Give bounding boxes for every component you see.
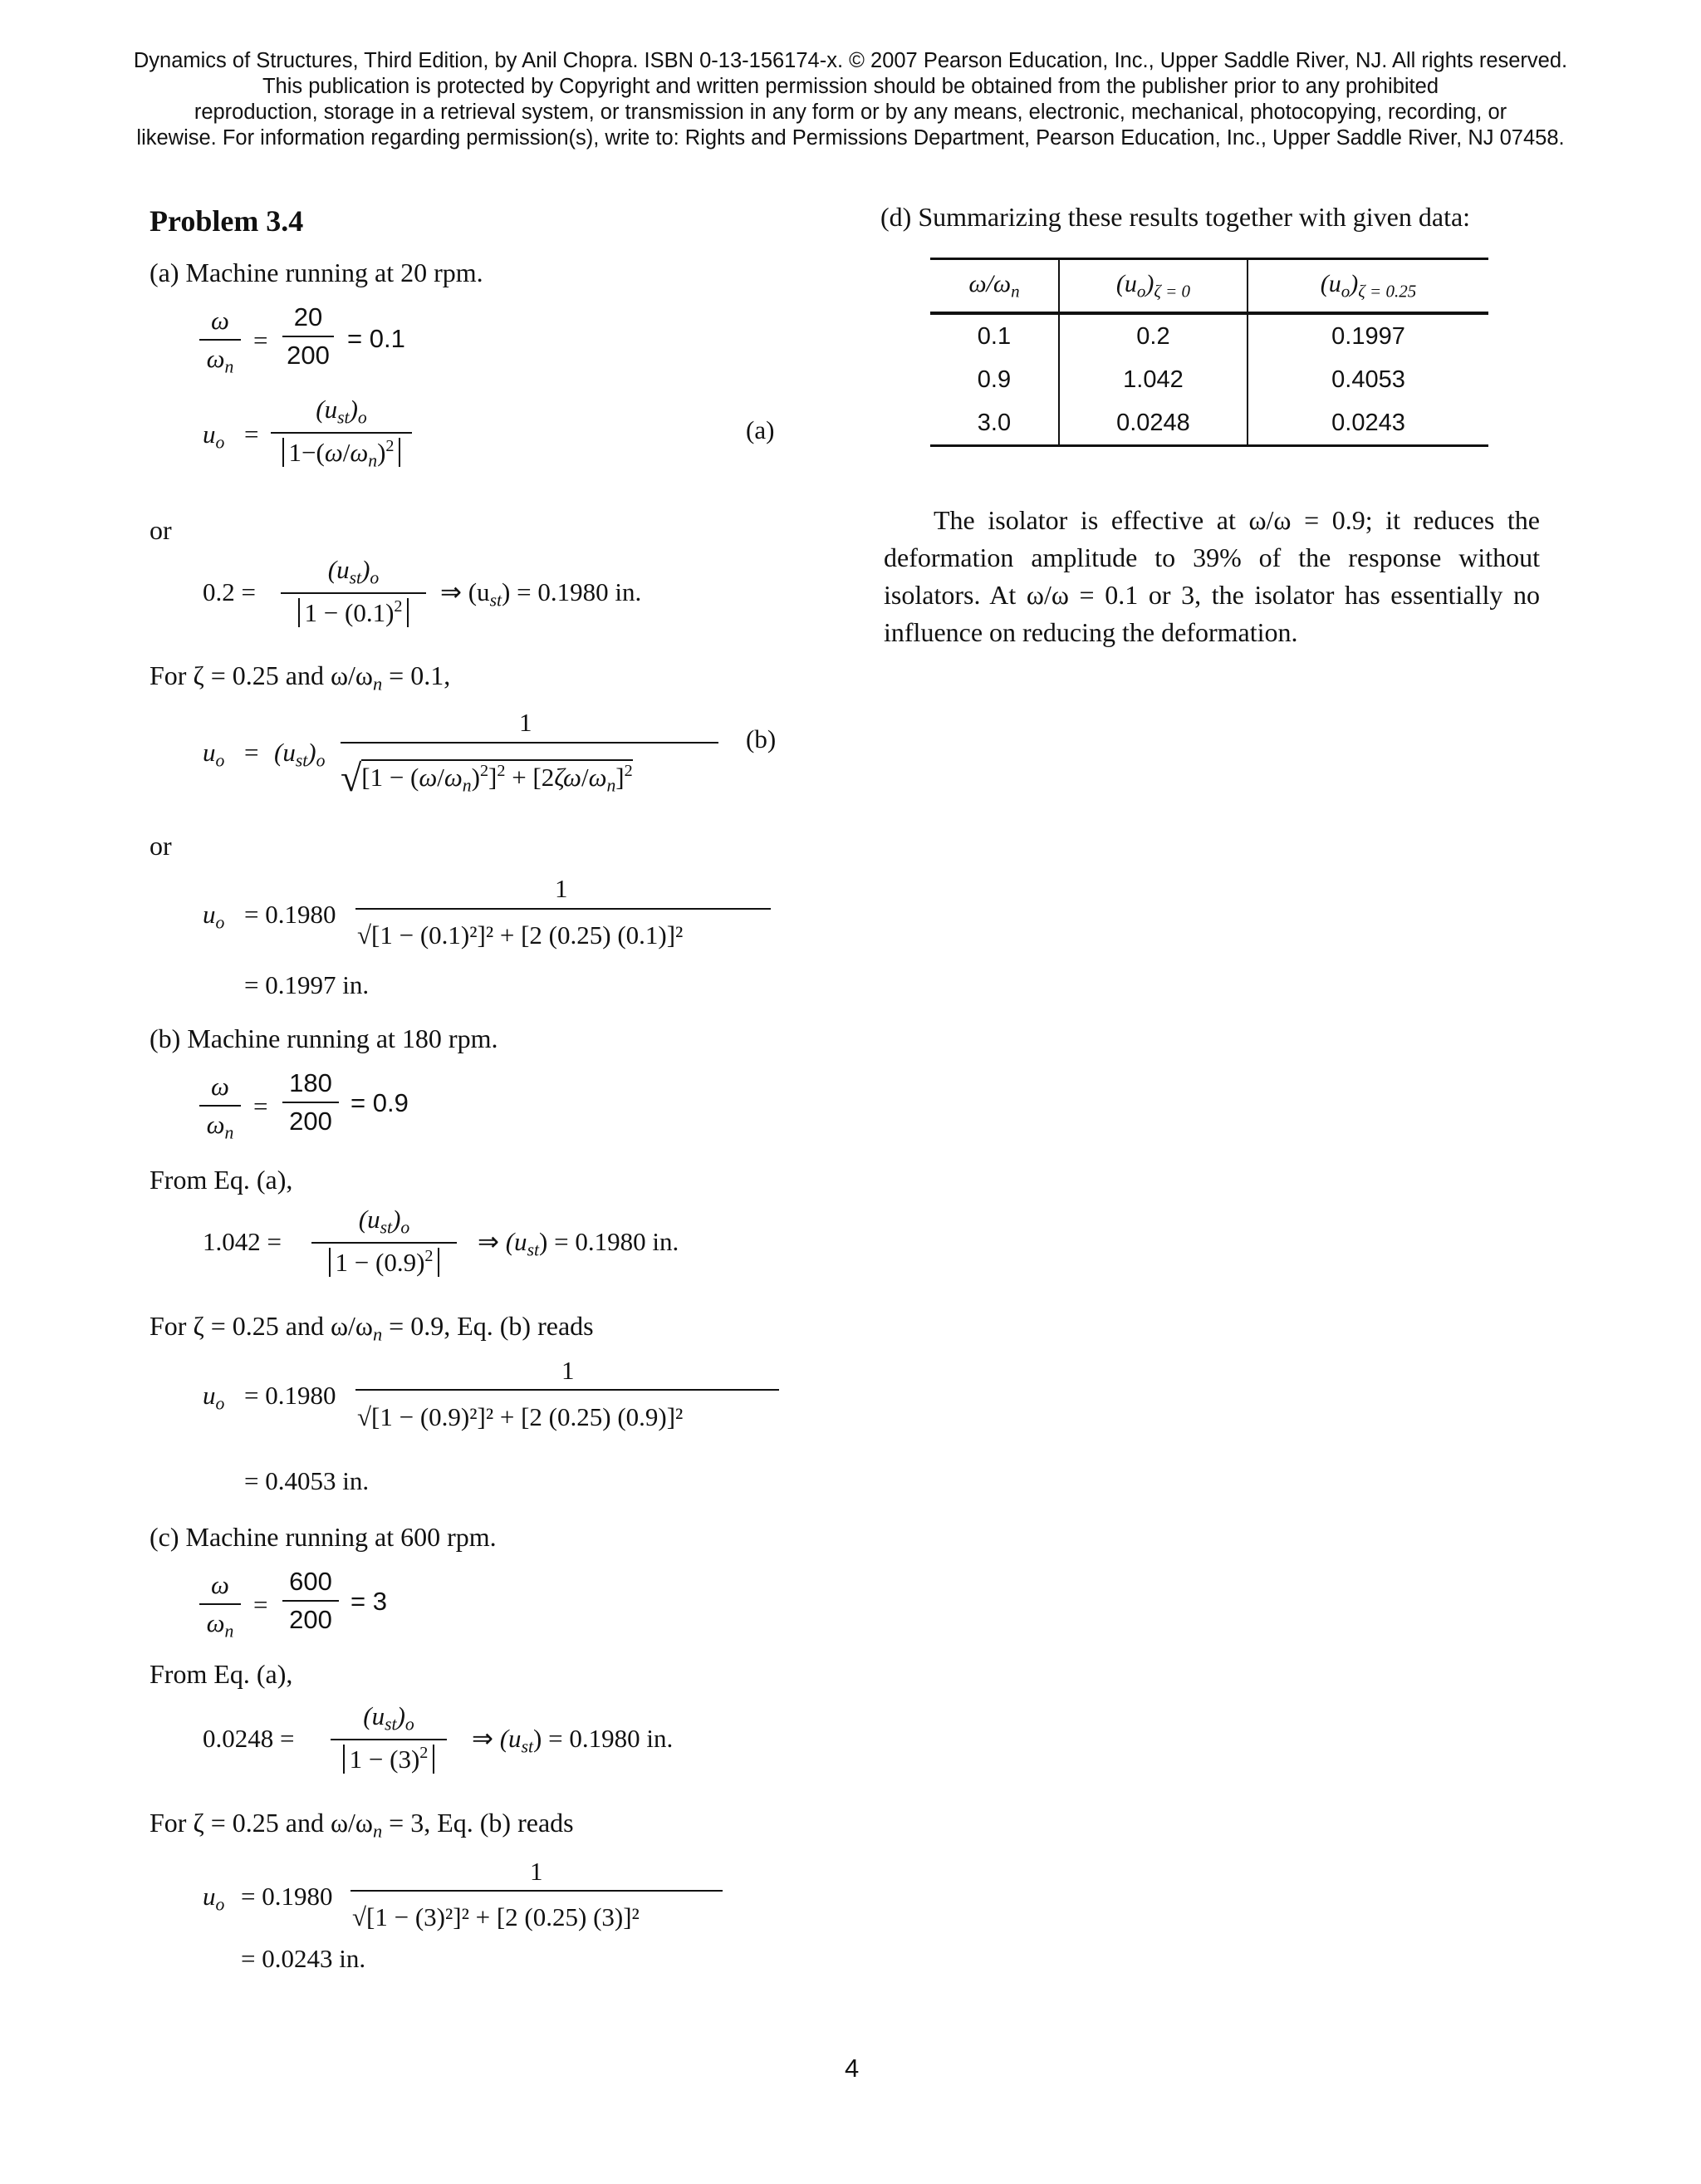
conclusion-text: The isolator is effective at ω/ω = 0.9; it reduces the deformation amplitude to 39% of the response without isolators. At ω/ω = 0.1 or 3, the isolator has essentially no influence on reducing the deformation.	[884, 505, 1540, 647]
for-zeta-tail: = 0.1,	[382, 660, 451, 690]
for-zeta-line-b: For ζ = 0.25 and $\omega/\omega_n = 0.9$, Eq. (b) reads	[150, 1311, 594, 1345]
rpm-ratio-a	[282, 302, 334, 371]
for-zeta-text: For ζ = 0.25 and ω/ω	[150, 660, 373, 690]
column-header-damped: $(u_o)_{\zeta = 0.25}$	[1248, 259, 1488, 314]
table-cell: 0.0248	[1059, 401, 1248, 446]
problem-title: Problem 3.4	[150, 204, 304, 238]
results-table	[930, 258, 1488, 447]
uo-coefficient-c: = 0.1980	[241, 1882, 333, 1911]
ratio-denominator: 200	[289, 1605, 332, 1634]
ratio-result-a: = 0.1	[347, 324, 405, 353]
uo-denominator-c: √[1 − (3)²]² + [2 (0.25) (3)]²	[352, 1902, 640, 1931]
table-header-row	[930, 259, 1488, 314]
table-cell: 0.4053	[1248, 358, 1488, 401]
uo-symbol: $u_o$	[203, 420, 225, 453]
column-header-frequency-ratio: $\omega/\omega_n$	[930, 259, 1059, 314]
part-b-heading: (b) Machine running at 180 rpm.	[150, 1023, 498, 1053]
uo-result-c: = 0.0243 in.	[241, 1944, 366, 1973]
equals-sign: =	[253, 1590, 268, 1619]
ust-fraction-b: $(u_{st})_o$ $1 - (0.9)^2$	[311, 1205, 457, 1278]
omega-ratio-symbol-a: ω $\omega_n$	[199, 306, 241, 378]
ratio-result-b: = 0.9	[350, 1088, 409, 1117]
table-cell: 0.2	[1059, 313, 1248, 358]
fraction-bar	[341, 742, 718, 744]
table-cell: 0.9	[977, 366, 1012, 393]
uo-symbol: $u_o$	[203, 738, 225, 771]
uo-denominator-b: √[1 − (0.9)²]² + [2 (0.25) (0.9)]²	[357, 1402, 684, 1431]
equals-sign: =	[244, 738, 259, 767]
denominator-general: $√[1 - (\omega/\omega_n)^2]^2 + [2\zeta\omega/\omega_n]^2$	[341, 757, 633, 799]
numerator-one: 1	[561, 1356, 575, 1385]
header-line-1: Dynamics of Structures, Third Edition, by Anil Chopra. ISBN 0-13-156174-x. © 2007 Pearson Education, Inc., Upper Saddle River, NJ. All rights reserved.	[133, 49, 1568, 72]
for-zeta-tail: = 0.9, Eq. (b) reads	[382, 1311, 594, 1341]
ratio-result-c: = 3	[350, 1587, 387, 1616]
uo-symbol: $u_o$	[203, 1882, 225, 1915]
lhs-value-a: 0.2 =	[203, 577, 256, 606]
table-cell: 0.1997	[1248, 313, 1488, 358]
table-row	[930, 401, 1488, 446]
uo-denominator-a: √[1 − (0.1)²]² + [2 (0.25) (0.1)]²	[357, 920, 684, 950]
ust-result-tail: ) = 0.1980 in.	[502, 577, 642, 606]
uo-coefficient-b: = 0.1980	[244, 1381, 336, 1410]
equation-tag-b: (b)	[746, 724, 777, 753]
for-zeta-text: For ζ = 0.25 and ω/ω	[150, 1311, 373, 1341]
or-connector: or	[150, 515, 172, 545]
or-connector: or	[150, 831, 172, 861]
conclusion-paragraph	[884, 502, 1540, 651]
ust-result-b: ⇒ $(u_{st}) = 0.1980$ in.	[478, 1227, 679, 1260]
rpm-ratio-b	[282, 1068, 339, 1136]
ust-result-c: ⇒ $(u_{st}) = 0.1980$ in.	[472, 1724, 674, 1757]
from-eq-c: From Eq. (a),	[150, 1659, 293, 1689]
header-line-2: This publication is protected by Copyright and written permission should be obtained from the publisher prior to any prohibited	[262, 75, 1439, 98]
for-zeta-line-c: For ζ = 0.25 and $\omega/\omega_n = 3$, Eq. (b) reads	[150, 1808, 574, 1842]
ust-result-tail: ) = 0.1980 in.	[539, 1227, 679, 1256]
equals-sign: =	[253, 326, 268, 355]
for-zeta-line-a: For ζ = 0.25 and $\omega/\omega_n = 0.1$,	[150, 660, 451, 694]
ratio-numerator: 20	[293, 302, 323, 331]
for-zeta-tail: = 3, Eq. (b) reads	[382, 1808, 574, 1838]
table-cell: 0.0243	[1248, 401, 1488, 446]
uo-coefficient-a: = 0.1980	[244, 900, 336, 929]
lhs-value-b: 1.042 =	[203, 1227, 282, 1256]
ratio-denominator: 200	[287, 341, 330, 370]
omega-ratio-symbol-b: ω $\omega_n$	[199, 1072, 241, 1144]
equation-tag-a: (a)	[746, 415, 775, 444]
ratio-numerator: 600	[289, 1567, 332, 1596]
table-row	[930, 358, 1488, 401]
page-number: 4	[845, 2054, 860, 2083]
part-c-heading: (c) Machine running at 600 rpm.	[150, 1522, 497, 1552]
part-a-heading: (a) Machine running at 20 rpm.	[150, 258, 483, 287]
ust-result-a: ⇒ $(u_{st}) = 0.1980$ in.	[440, 577, 642, 611]
ust-fraction-a: $(u_{st})_o$ $1 - (0.1)^2$	[281, 555, 426, 628]
column-header-undamped: $(u_o)_{\zeta = 0}$	[1059, 259, 1248, 314]
part-d-heading: (d) Summarizing these results together with given data:	[880, 202, 1471, 232]
for-zeta-text: For ζ = 0.25 and ω/ω	[150, 1808, 373, 1838]
header-line-4: likewise. For information regarding permission(s), write to: Rights and Permissions Department, Pearson Education, Inc., Upper Saddle River, NJ 07458.	[136, 126, 1565, 150]
table-cell: 1.042	[1059, 358, 1248, 401]
from-eq-b: From Eq. (a),	[150, 1165, 293, 1195]
ust-result-tail: ) = 0.1980 in.	[533, 1724, 674, 1753]
uo-result-a: = 0.1997 in.	[244, 970, 370, 999]
denominator-text: 1 − (0.9)	[335, 1247, 425, 1277]
numerator-one: 1	[530, 1857, 543, 1886]
uo-symbol: $u_o$	[203, 1381, 225, 1414]
numerator-one: 1	[519, 708, 532, 737]
ust-symbol: $(u_{st})_o$	[274, 738, 326, 771]
denominator-text: 1 − (3)	[349, 1744, 420, 1774]
uo-formula-fraction: $(u_{st})_o$ $1-(\omega/\omega_n)^2$	[271, 395, 412, 471]
copyright-header	[0, 48, 1701, 151]
equals-sign: =	[244, 420, 259, 449]
fraction-bar	[350, 1890, 723, 1892]
table-cell: 3.0	[930, 401, 1059, 446]
omega-ratio-symbol-c: ω $\omega_n$	[199, 1570, 241, 1642]
rpm-ratio-c	[282, 1567, 339, 1635]
fraction-bar	[355, 908, 771, 910]
table-row	[930, 313, 1488, 358]
numerator-one: 1	[555, 874, 568, 903]
ust-fraction-c: $(u_{st})_o$ $1 - (3)^2$	[331, 1701, 447, 1774]
equals-sign: =	[253, 1092, 268, 1121]
uo-symbol: $u_o$	[203, 900, 225, 933]
ratio-numerator: 180	[289, 1068, 332, 1097]
table-cell: 0.1	[977, 322, 1012, 350]
header-line-3: reproduction, storage in a retrieval system, or transmission in any form or by any means, electronic, mechanical, photocopying, recording, or	[194, 101, 1507, 124]
uo-result-b: = 0.4053 in.	[244, 1466, 370, 1495]
denominator-text: 1 − (0.1)	[304, 597, 395, 627]
implies-text: ⇒ (u	[440, 577, 490, 606]
lhs-value-c: 0.0248 =	[203, 1724, 295, 1753]
ratio-denominator: 200	[289, 1107, 332, 1136]
fraction-bar	[355, 1389, 779, 1391]
